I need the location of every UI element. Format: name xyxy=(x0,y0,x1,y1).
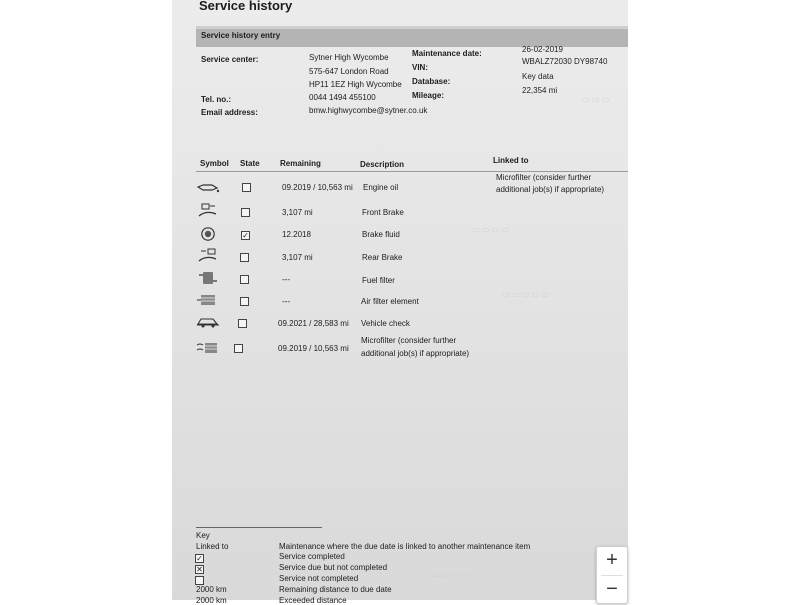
maintenance-date-label: Maintenance date: xyxy=(412,49,482,58)
column-header-symbol: Symbol xyxy=(200,159,229,168)
remaining-value: --- xyxy=(282,297,290,306)
engine-oil-icon xyxy=(196,180,220,194)
front-brake-icon xyxy=(196,204,220,218)
key-title: Key xyxy=(196,531,210,540)
zoom-out-button[interactable]: − xyxy=(606,578,618,600)
vin-label: VIN: xyxy=(412,63,428,72)
key-symbol-crossed: ✕ xyxy=(196,565,203,574)
key-symbol-exceeded-distance: 2000 km xyxy=(196,596,227,605)
description-value: Fuel filter xyxy=(362,276,395,285)
email-value: bmw.highwycombe@sytner.co.uk xyxy=(309,106,428,115)
key-symbol-linked-to: Linked to xyxy=(196,542,229,551)
key-symbol-empty xyxy=(195,576,204,585)
description-value: Microfilter (consider further xyxy=(361,336,457,345)
state-checkbox[interactable]: ✓ xyxy=(242,231,249,240)
key-meaning: Exceeded distance xyxy=(279,596,347,605)
fuel-filter-icon xyxy=(196,271,220,285)
description-value: Rear Brake xyxy=(362,253,403,262)
remaining-value: 09.2019 / 10,563 mi xyxy=(282,183,353,192)
vin-value: WBALZ72030 DY98740 xyxy=(522,57,608,66)
tel-value: 0044 1494 455100 xyxy=(309,93,376,102)
column-header-remaining: Remaining xyxy=(280,159,321,168)
state-checkbox[interactable] xyxy=(238,319,247,328)
microfilter-icon xyxy=(196,341,220,355)
linked-to-value-line-2: additional job(s) if appropriate) xyxy=(496,185,605,194)
key-meaning: Service not completed xyxy=(279,574,359,583)
remaining-value: --- xyxy=(282,275,290,284)
description-value: Air filter element xyxy=(361,297,419,306)
air-filter-icon xyxy=(196,293,220,307)
description-value-line-2: additional job(s) if appropriate) xyxy=(361,349,470,358)
maintenance-date-value: 26-02-2019 xyxy=(522,45,563,54)
remaining-value: 3,107 mi xyxy=(282,208,313,217)
description-value: Vehicle check xyxy=(361,319,410,328)
state-checkbox[interactable] xyxy=(234,344,243,353)
column-header-state: State xyxy=(240,159,260,168)
linked-to-value: Microfilter (consider further xyxy=(496,173,592,182)
rear-brake-icon xyxy=(196,249,220,263)
database-label: Database: xyxy=(412,77,451,86)
mileage-value: 22,354 mi xyxy=(522,86,558,95)
section-header xyxy=(196,26,628,47)
vehicle-check-icon xyxy=(196,315,220,329)
zoom-control xyxy=(596,546,628,604)
state-checkbox[interactable] xyxy=(242,183,251,192)
remaining-value: 3,107 mi xyxy=(282,253,313,262)
tel-label: Tel. no.: xyxy=(201,95,232,104)
brake-fluid-icon xyxy=(196,227,220,241)
state-checkbox[interactable] xyxy=(240,253,249,262)
email-label: Email address: xyxy=(201,108,258,117)
key-symbol-remaining-distance: 2000 km xyxy=(196,585,227,594)
remaining-value: 12.2018 xyxy=(282,230,311,239)
remaining-value: 09.2019 / 10,563 mi xyxy=(278,344,349,353)
description-value: Front Brake xyxy=(362,208,404,217)
zoom-in-button[interactable]: + xyxy=(606,549,618,571)
state-checkbox[interactable] xyxy=(241,208,250,217)
column-header-description: Description xyxy=(360,160,405,169)
state-checkbox[interactable] xyxy=(240,275,249,284)
service-center-line-3: HP11 1EZ High Wycombe xyxy=(309,80,402,89)
key-meaning: Remaining distance to due date xyxy=(279,585,392,594)
service-center-line-1: Sytner High Wycombe xyxy=(309,53,389,62)
description-value: Engine oil xyxy=(363,183,399,192)
service-center-label: Service center: xyxy=(201,55,259,64)
state-checkbox[interactable] xyxy=(240,297,249,306)
key-meaning: Service completed xyxy=(279,552,345,561)
mileage-label: Mileage: xyxy=(412,91,445,100)
remaining-value: 09.2021 / 28,583 mi xyxy=(278,319,349,328)
key-divider xyxy=(196,527,322,528)
database-value: Key data xyxy=(522,72,554,81)
column-header-linked-to: Linked to xyxy=(493,156,529,165)
key-symbol-checked: ✓ xyxy=(196,554,203,563)
page-title: Service history xyxy=(199,0,293,13)
document-page: ▭ ▭ ▭ ▭ ▭ ▭ ▭ ▭ ▭ ▭ ▭ ▭ ▭ ▭ ▭ ▭ Service history Service history entry Service center: Sytner High Wycombe 575-647 London Road HP11 1EZ High Wycombe Tel. no.: 0044 1494 455100 Email address: bmw.highwycombe@sytner.co.uk Maintenance date: 26-02-2019 VIN: WBALZ72030 DY98740 Database: Key data Mileage: 22,354 mi Symbol State Remaining Description Linked to 09.2019 / 10,563 mi Engine oil Microfilter (consider further additional job(s) if appropriate) 3,107 mi Front Brake ✓ 12.2018 Brake fluid 3,107 mi Rear Brake --- Fuel filter --- Air filter element 09.2021 / 28,583 mi Vehicle check 09.2019 / 10,563 mi Microfilter (consider further additional job(s) if appropriate) Key Linked to Maintenance where the due date is linked to another maintenance item ✓ Service completed ✕ Service due but not completed Service not completed 2000 km Remaining distance to due date 2000 km Exceeded distance xyxy=(172,0,628,600)
service-center-line-2: 575-647 London Road xyxy=(309,67,389,76)
key-meaning: Service due but not completed xyxy=(279,563,388,572)
header-divider xyxy=(196,171,628,172)
section-title: Service history entry xyxy=(201,31,281,40)
key-meaning: Maintenance where the due date is linked to another maintenance item xyxy=(279,542,531,551)
description-value: Brake fluid xyxy=(362,230,400,239)
